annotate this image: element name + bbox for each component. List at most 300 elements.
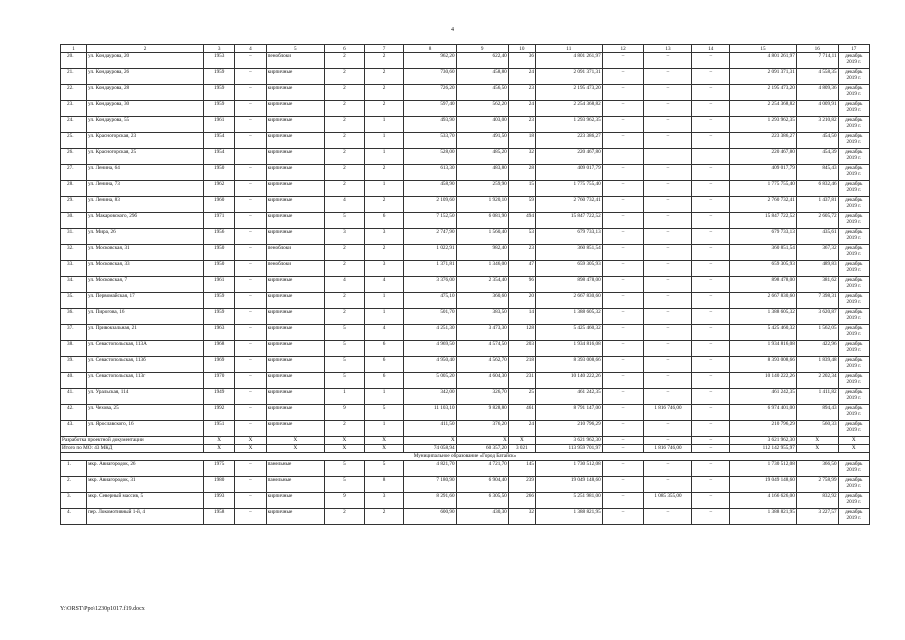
table-cell: 23 (508, 117, 535, 133)
table-cell: 2 (325, 245, 365, 261)
table-cell: 8 393 008,66 (535, 357, 602, 373)
table-cell: – (692, 461, 730, 477)
table-cell: 145 (508, 461, 535, 477)
table-cell: 3 227,57 (796, 509, 838, 525)
table-cell: 40. (61, 373, 87, 389)
table-cell: декабрь 2019 г. (838, 197, 869, 213)
table-cell: 1949 (204, 389, 235, 405)
table-cell (692, 149, 730, 165)
table-cell: – (692, 197, 730, 213)
table-cell: декабрь 2019 г. (838, 461, 869, 477)
table-cell: – (235, 493, 266, 509)
table-cell: 1970 (204, 373, 235, 389)
table-cell: 403,00 (456, 117, 508, 133)
table-cell: декабрь 2019 г. (838, 325, 869, 341)
table-cell: 1 934 816,08 (730, 341, 797, 357)
column-number: 6 (325, 45, 365, 53)
table-cell: – (602, 165, 644, 181)
table-cell: 8 (364, 477, 404, 493)
table-cell: 29. (61, 197, 87, 213)
table-row (61, 309, 870, 325)
table-cell: – (644, 53, 692, 69)
table-row (61, 213, 870, 229)
table-cell: 726,20 (404, 85, 456, 101)
table-cell: 659 305,93 (730, 261, 797, 277)
table-cell: декабрь 2019 г. (838, 405, 869, 421)
table-cell: 376,20 (456, 421, 508, 437)
table-container (60, 44, 870, 525)
table-cell: – (602, 373, 644, 389)
table-cell: 491,50 (456, 133, 508, 149)
table-cell: 2 760 732,41 (535, 197, 602, 213)
table-cell: декабрь 2019 г. (838, 509, 869, 525)
table-cell: 493,90 (404, 117, 456, 133)
table-cell: – (235, 373, 266, 389)
table-row (61, 53, 870, 69)
summary-cell: X (404, 437, 456, 445)
table-cell: 2 (325, 509, 365, 525)
table-cell: 1 775 755,40 (535, 181, 602, 197)
column-number: 14 (692, 45, 730, 53)
table-cell: – (235, 341, 266, 357)
table-cell: – (602, 213, 644, 229)
summary-cell: 113 959 701,97 (535, 445, 602, 453)
table-cell: 489,83 (796, 261, 838, 277)
table-cell: – (644, 357, 692, 373)
summary-cell: X (235, 445, 266, 453)
table-row (61, 421, 870, 437)
table-cell: – (692, 277, 730, 293)
table-cell: 326,70 (456, 389, 508, 405)
table-cell: 1953 (204, 53, 235, 69)
table-cell: 15 (508, 181, 535, 197)
table-cell: ул. Уральская, 114 (87, 389, 204, 405)
table-cell: – (235, 245, 266, 261)
table-cell: 9 (325, 493, 365, 509)
table-cell: 9 828,80 (456, 405, 508, 421)
table-cell: 2 195 473,20 (730, 85, 797, 101)
table-cell: 422,96 (796, 341, 838, 357)
table-cell: кирпичные (266, 421, 324, 437)
table-cell: 1 371,81 (404, 261, 456, 277)
table-cell: 8 393 008,66 (730, 357, 797, 373)
table-cell: ул. Кондаурова, 28 (87, 85, 204, 101)
table-cell: 25 (508, 389, 535, 405)
table-cell: – (692, 117, 730, 133)
table-cell: – (644, 133, 692, 149)
table-cell: 3 210,82 (796, 117, 838, 133)
table-cell: кирпичные (266, 509, 324, 525)
table-cell: – (644, 421, 692, 437)
table-cell: 2 (325, 101, 365, 117)
summary-cell: – (692, 437, 730, 445)
table-cell: декабрь 2019 г. (838, 477, 869, 493)
summary-cell: X (838, 437, 869, 445)
table-cell: 4 969,50 (404, 341, 456, 357)
table-cell: 23 (508, 245, 535, 261)
table-cell: 1954 (204, 133, 235, 149)
table-cell: декабрь 2019 г. (838, 421, 869, 437)
table-cell: кирпичные (266, 293, 324, 309)
table-cell: – (235, 477, 266, 493)
table-cell: 1963 (204, 325, 235, 341)
table-cell: 679 733,13 (535, 229, 602, 245)
table-cell: 2 (364, 245, 404, 261)
table-cell: кирпичные (266, 101, 324, 117)
table-cell: – (602, 133, 644, 149)
table-cell: – (692, 389, 730, 405)
table-cell: 1962 (204, 181, 235, 197)
table-cell: 2 (325, 133, 365, 149)
summary-cell: – (644, 437, 692, 445)
table-cell: – (644, 389, 692, 405)
table-row (61, 261, 870, 277)
table-cell: 613,30 (404, 165, 456, 181)
table-cell: – (235, 85, 266, 101)
table-cell: 2 (325, 309, 365, 325)
summary-cell: 3 021 (508, 445, 535, 453)
table-cell: 411,50 (404, 421, 456, 437)
table-cell: 4 562,70 (456, 357, 508, 373)
table-cell: 5 (364, 461, 404, 477)
table-cell: кирпичные (266, 493, 324, 509)
table-cell: – (692, 493, 730, 509)
table-cell: 1 (364, 421, 404, 437)
table-cell: 39. (61, 357, 87, 373)
table-cell: 25. (61, 133, 87, 149)
design-documentation-row (61, 437, 870, 445)
table-cell: декабрь 2019 г. (838, 293, 869, 309)
table-cell: 1 (364, 117, 404, 133)
column-number: 13 (644, 45, 692, 53)
table-cell: 562,20 (456, 101, 508, 117)
section-title-row (61, 453, 870, 461)
table-cell: 6 305,50 (456, 493, 508, 509)
table-cell: 454,39 (796, 149, 838, 165)
table-cell: 6 (364, 213, 404, 229)
table-cell: 367,32 (796, 245, 838, 261)
table-cell: – (644, 101, 692, 117)
table-cell: 1 411,82 (796, 389, 838, 405)
table-cell: 2 (325, 181, 365, 197)
table-cell: ул. Ленина, 83 (87, 197, 204, 213)
table-cell: – (644, 509, 692, 525)
table-cell: 6 (364, 341, 404, 357)
table-cell: 4 950,40 (404, 357, 456, 373)
table-row (61, 357, 870, 373)
summary-cell: – (602, 445, 644, 453)
table-cell: ул. Кондаурова, 26 (87, 69, 204, 85)
table-cell: 4 801 261,97 (730, 53, 797, 69)
table-cell: 210 796,29 (730, 421, 797, 437)
table-cell: – (644, 181, 692, 197)
summary-cell: X (204, 437, 235, 445)
table-cell: 430,30 (456, 509, 508, 525)
table-cell: кирпичные (266, 197, 324, 213)
table-cell: 33. (61, 261, 87, 277)
table-cell: – (692, 509, 730, 525)
table-cell: 1 839,48 (796, 357, 838, 373)
table-cell: 3. (61, 493, 87, 509)
table-cell: 1968 (204, 341, 235, 357)
table-cell: 4. (61, 509, 87, 525)
table-cell: 456,50 (456, 85, 508, 101)
table-cell: кирпичные (266, 149, 324, 165)
table-cell: 7 714,11 (796, 53, 838, 69)
table-cell: кирпичные (266, 325, 324, 341)
table-cell: 2 605,72 (796, 213, 838, 229)
table-cell: – (692, 69, 730, 85)
table-cell: пеноблоки (266, 53, 324, 69)
table-cell: 1959 (204, 85, 235, 101)
table-cell: декабрь 2019 г. (838, 213, 869, 229)
table-cell: – (235, 117, 266, 133)
table-cell: ул. Ленина, 64 (87, 165, 204, 181)
table-body (61, 45, 870, 525)
table-cell: – (692, 165, 730, 181)
table-cell: мкр. Авиагородок, 26 (87, 461, 204, 477)
table-cell: ул. Привокзальная, 21 (87, 325, 204, 341)
table-cell: 15 847 722,52 (730, 213, 797, 229)
table-cell: – (692, 53, 730, 69)
table-cell: – (692, 309, 730, 325)
table-cell: 1 388 605,32 (730, 309, 797, 325)
table-cell: – (235, 325, 266, 341)
table-cell: кирпичные (266, 277, 324, 293)
table-cell: – (644, 261, 692, 277)
table-cell: 5 005,20 (404, 373, 456, 389)
table-cell: 4 809,36 (796, 85, 838, 101)
table-cell: 6 (364, 357, 404, 373)
table-cell: 409 017,79 (535, 165, 602, 181)
table-cell: 898 478,00 (535, 277, 602, 293)
table-cell: 475,10 (404, 293, 456, 309)
table-cell: – (235, 213, 266, 229)
table-cell (602, 149, 644, 165)
table-cell: 218 (508, 357, 535, 373)
table-cell: 1959 (204, 309, 235, 325)
table-cell: 1 730 512,08 (535, 461, 602, 477)
table-cell: 220 467,80 (730, 149, 797, 165)
table-cell: 1 (364, 133, 404, 149)
table-cell: 31. (61, 229, 87, 245)
table-cell: 1980 (204, 477, 235, 493)
table-cell: 53 (508, 229, 535, 245)
table-cell: 3 376,00 (404, 277, 456, 293)
summary-cell: X (325, 445, 365, 453)
table-cell: 9 (325, 405, 365, 421)
table-cell: 600,90 (404, 509, 456, 525)
table-cell: 23 (508, 85, 535, 101)
table-cell: 32 (508, 149, 535, 165)
table-cell: 24. (61, 117, 87, 133)
table-cell: 1 (364, 389, 404, 405)
table-cell: – (602, 509, 644, 525)
column-number: 3 (204, 45, 235, 53)
table-cell: 4 574,50 (456, 341, 508, 357)
summary-cell: X (838, 445, 869, 453)
table-cell: 461 (508, 405, 535, 421)
column-number: 8 (404, 45, 456, 53)
table-cell: – (235, 69, 266, 85)
table-cell: 2. (61, 477, 87, 493)
table-cell: 220 467,80 (535, 149, 602, 165)
column-number: 16 (796, 45, 838, 53)
table-row (61, 69, 870, 85)
summary-cell: – (692, 445, 730, 453)
table-cell: 203 (508, 341, 535, 357)
table-cell: 14 (508, 309, 535, 325)
table-cell: – (644, 69, 692, 85)
table-cell: ул. Первомайская, 17 (87, 293, 204, 309)
table-cell: декабрь 2019 г. (838, 245, 869, 261)
table-cell: 3 (364, 229, 404, 245)
table-cell: 2 (364, 197, 404, 213)
table-cell: 2 (325, 293, 365, 309)
table-cell: – (644, 325, 692, 341)
table-cell: 832,92 (796, 493, 838, 509)
table-cell: 20 (508, 293, 535, 309)
table-cell: 1 (364, 293, 404, 309)
table-cell: 6 904,40 (456, 477, 508, 493)
table-cell: декабрь 2019 г. (838, 373, 869, 389)
table-cell: 2 354,40 (456, 277, 508, 293)
table-cell: 659 305,93 (535, 261, 602, 277)
table-cell: ул. Красногорская, 23 (87, 133, 204, 149)
table-cell: 1971 (204, 213, 235, 229)
table-cell: 461 242,35 (535, 389, 602, 405)
table-cell: 560,33 (796, 421, 838, 437)
table-cell: декабрь 2019 г. (838, 309, 869, 325)
table-cell: ул. Мира, 26 (87, 229, 204, 245)
table-cell: 533,70 (404, 133, 456, 149)
table-cell: 5 251 981,00 (535, 493, 602, 509)
table-cell: декабрь 2019 г. (838, 85, 869, 101)
table-cell: декабрь 2019 г. (838, 341, 869, 357)
table-cell: – (692, 341, 730, 357)
table-cell: 1 934 816,08 (535, 341, 602, 357)
table-cell: кирпичные (266, 117, 324, 133)
table-cell: – (602, 461, 644, 477)
table-cell: 622,40 (456, 53, 508, 69)
table-cell: – (644, 213, 692, 229)
table-cell: 5 (325, 477, 365, 493)
table-cell: 5 (325, 325, 365, 341)
table-row (61, 493, 870, 509)
table-cell: – (692, 181, 730, 197)
table-cell: ул. Московская, 33 (87, 261, 204, 277)
table-cell: 6 974 401,00 (730, 405, 797, 421)
table-cell: 1 346,00 (456, 261, 508, 277)
table-cell: 461 242,35 (730, 389, 797, 405)
table-cell: – (602, 101, 644, 117)
table-cell: декабрь 2019 г. (838, 53, 869, 69)
table-cell: 982,40 (456, 245, 508, 261)
table-cell: 1993 (204, 493, 235, 509)
table-cell: – (644, 165, 692, 181)
table-cell: 37. (61, 325, 87, 341)
table-cell: декабрь 2019 г. (838, 69, 869, 85)
column-number: 7 (364, 45, 404, 53)
table-cell: 2 (325, 261, 365, 277)
table-cell: ул. Кондаурова, 55 (87, 117, 204, 133)
table-cell: – (692, 421, 730, 437)
table-cell: панельные (266, 461, 324, 477)
table-cell: – (692, 229, 730, 245)
table-cell: 894,43 (796, 405, 838, 421)
table-cell: – (644, 293, 692, 309)
table-cell: 4 009,91 (796, 101, 838, 117)
table-cell: 962,20 (404, 53, 456, 69)
table-row (61, 405, 870, 421)
table-cell: 32. (61, 245, 87, 261)
table-cell: кирпичные (266, 309, 324, 325)
table-cell: 1 816 746,00 (644, 405, 692, 421)
table-cell: – (602, 245, 644, 261)
table-cell: декабрь 2019 г. (838, 277, 869, 293)
table-cell: декабрь 2019 г. (838, 229, 869, 245)
table-cell: 1950 (204, 245, 235, 261)
table-cell: 1959 (204, 101, 235, 117)
table-row (61, 133, 870, 149)
table-cell: ул. Макаровского, 29б (87, 213, 204, 229)
table-cell: декабрь 2019 г. (838, 133, 869, 149)
table-cell: 483,80 (456, 165, 508, 181)
table-cell: 2 254 368,82 (730, 101, 797, 117)
table-cell: 6 (364, 373, 404, 389)
housing-table (60, 44, 870, 525)
summary-cell: X (235, 437, 266, 445)
summary-cell: X (796, 445, 838, 453)
summary-cell: – (602, 437, 644, 445)
table-cell: 18 (508, 133, 535, 149)
summary-cell: X (204, 445, 235, 453)
table-row (61, 85, 870, 101)
column-number: 12 (602, 45, 644, 53)
table-cell: 5 (325, 341, 365, 357)
table-cell: декабрь 2019 г. (838, 149, 869, 165)
column-number: 1 (61, 45, 87, 53)
table-cell: 41. (61, 389, 87, 405)
table-cell: – (235, 261, 266, 277)
table-cell: 34. (61, 277, 87, 293)
summary-cell: X (364, 437, 404, 445)
table-cell: 2 (325, 53, 365, 69)
table-cell: – (235, 101, 266, 117)
table-cell: 3 473,30 (456, 325, 508, 341)
table-cell: 501,70 (404, 309, 456, 325)
table-cell: – (692, 293, 730, 309)
table-cell: 2 (364, 69, 404, 85)
table-cell: – (235, 229, 266, 245)
table-cell: 4 558,35 (796, 69, 838, 85)
column-number: 15 (730, 45, 797, 53)
table-cell: 4 166 626,00 (730, 493, 797, 509)
table-cell: 21. (61, 69, 87, 85)
table-cell: 24 (508, 101, 535, 117)
table-cell: кирпичные (266, 181, 324, 197)
table-cell: 5 425 460,32 (535, 325, 602, 341)
table-cell (235, 149, 266, 165)
table-cell: 366,50 (796, 461, 838, 477)
table-cell: – (644, 461, 692, 477)
table-row (61, 181, 870, 197)
table-cell: – (644, 277, 692, 293)
summary-cell: X (796, 437, 838, 445)
table-cell: 409 017,79 (730, 165, 797, 181)
table-cell: 1 (364, 309, 404, 325)
table-cell: – (602, 493, 644, 509)
